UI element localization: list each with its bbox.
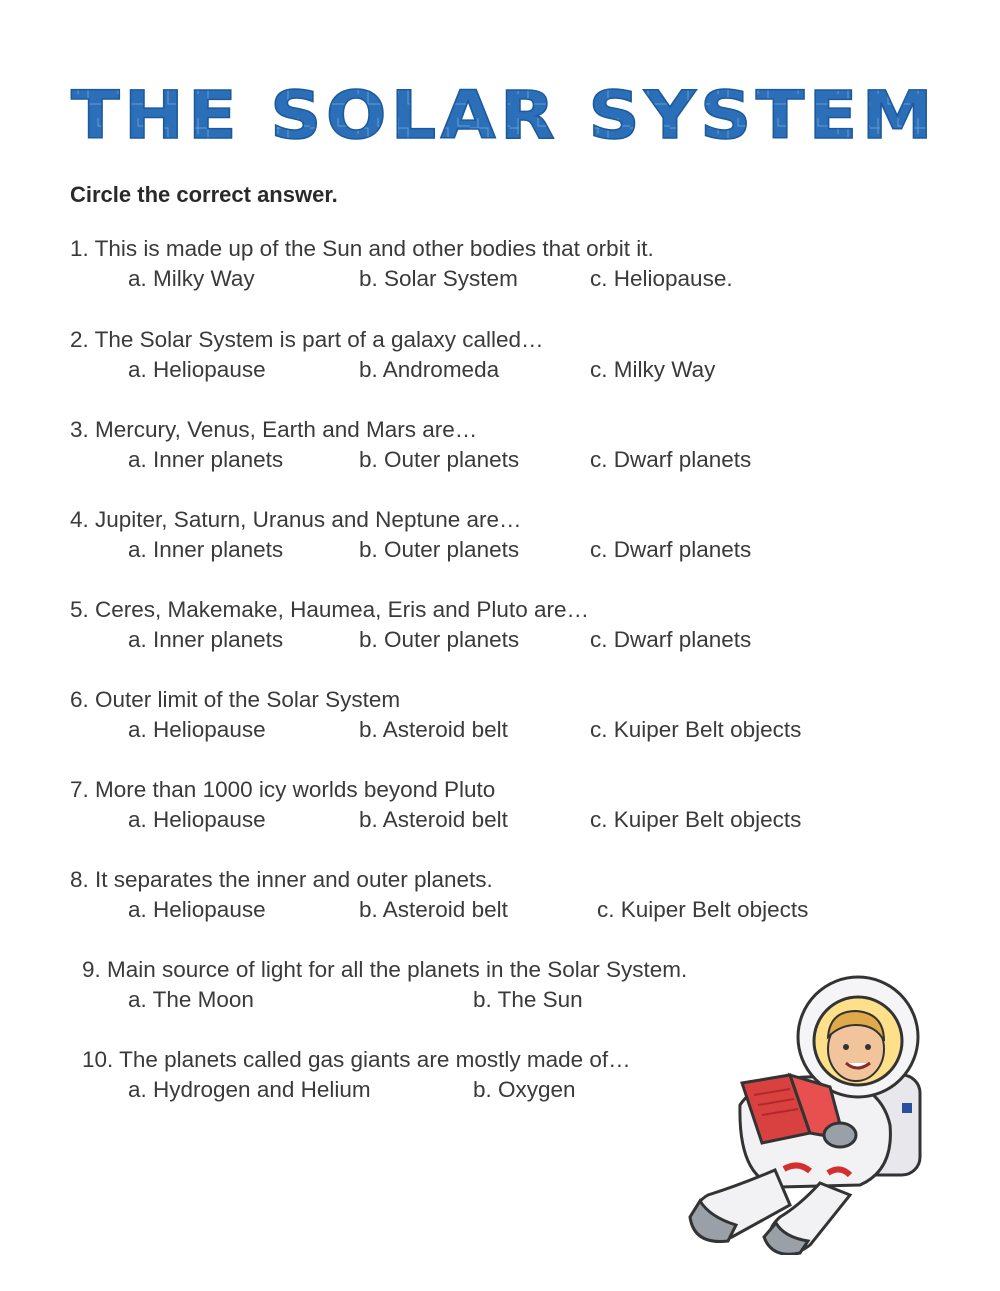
question-stem: 9. Main source of light for all the planets in the Solar System. [82, 957, 688, 982]
option-c[interactable]: c. Dwarf planets [590, 627, 752, 652]
option-a[interactable]: a. Milky Way [128, 266, 255, 291]
question-stem: 4. Jupiter, Saturn, Uranus and Neptune are… [70, 507, 522, 532]
option-b[interactable]: b. Outer planets [359, 627, 520, 652]
option-a[interactable]: a. Inner planets [128, 537, 284, 562]
option-b[interactable]: b. Asteroid belt [359, 807, 508, 832]
option-c[interactable]: c. Kuiper Belt objects [597, 897, 809, 922]
question-stem: 5. Ceres, Makemake, Haumea, Eris and Pluto are… [70, 597, 589, 622]
option-a[interactable]: a. Heliopause [128, 897, 266, 922]
option-a[interactable]: a. Hydrogen and Helium [128, 1077, 371, 1102]
option-c[interactable]: c. Heliopause. [590, 266, 733, 291]
option-b[interactable]: b. Andromeda [359, 357, 500, 382]
option-b[interactable]: b. Oxygen [473, 1077, 576, 1102]
option-b[interactable]: b. Solar System [359, 266, 518, 291]
question-stem: 10. The planets called gas giants are mostly made of… [82, 1047, 631, 1072]
option-a[interactable]: a. Inner planets [128, 447, 284, 472]
question-stem: 8. It separates the inner and outer planets. [70, 867, 493, 892]
option-a[interactable]: a. Heliopause [128, 357, 266, 382]
question-stem: 2. The Solar System is part of a galaxy called… [70, 327, 544, 352]
page-title-text: THE SOLAR SYSTEM [71, 78, 937, 148]
astronaut-reading-icon [680, 955, 940, 1255]
question-stem: 6. Outer limit of the Solar System [70, 687, 401, 712]
page-title [70, 78, 938, 148]
option-c[interactable]: c. Dwarf planets [590, 537, 752, 562]
option-a[interactable]: a. The Moon [128, 987, 254, 1012]
option-a[interactable]: a. Heliopause [128, 717, 266, 742]
option-c[interactable]: c. Kuiper Belt objects [590, 717, 802, 742]
option-b[interactable]: b. The Sun [473, 987, 583, 1012]
question-stem: 1. This is made up of the Sun and other bodies that orbit it. [70, 236, 654, 261]
option-b[interactable]: b. Outer planets [359, 537, 520, 562]
option-c[interactable]: c. Kuiper Belt objects [590, 807, 802, 832]
option-c[interactable]: c. Milky Way [590, 357, 716, 382]
option-b[interactable]: b. Asteroid belt [359, 717, 508, 742]
question-stem: 3. Mercury, Venus, Earth and Mars are… [70, 417, 478, 442]
option-b[interactable]: b. Outer planets [359, 447, 520, 472]
instructions: Circle the correct answer. [70, 182, 338, 207]
option-c[interactable]: c. Dwarf planets [590, 447, 752, 472]
option-b[interactable]: b. Asteroid belt [359, 897, 508, 922]
question-stem: 7. More than 1000 icy worlds beyond Pluto [70, 777, 496, 802]
option-a[interactable]: a. Inner planets [128, 627, 284, 652]
option-a[interactable]: a. Heliopause [128, 807, 266, 832]
